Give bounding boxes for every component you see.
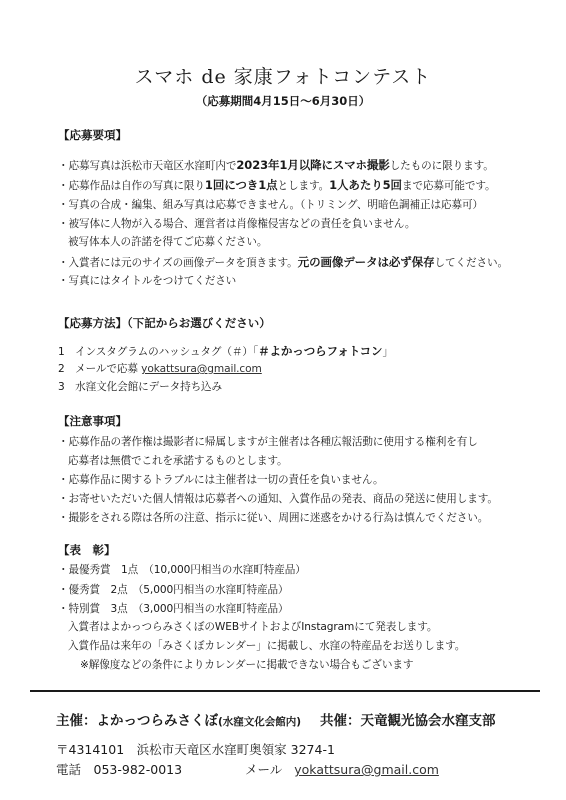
footer-mail: メール yokattsura@gmail.com (245, 762, 439, 777)
requirement-2: ・応募作品は自作の写真に限り1回につき1点とします。1人あたり5回まで応募可能です。 (58, 178, 496, 192)
requirement-3: ・写真の合成・編集、組み写真は応募できません。（トリミング、明暗色調補正は応募可） (58, 199, 483, 211)
footer-divider (30, 690, 540, 692)
method-email-link[interactable]: yokattsura@gmail.com (141, 363, 262, 375)
requirement-4: ・被写体に人物が入る場合、運営者は肖像権侵害などの責任を負いません。 (58, 218, 416, 230)
note-4: ・撮影をされる際は各所の注意、指示に従い、周囲に迷惑をかける行為は慎んでください。 (58, 512, 489, 524)
note-1: ・応募作品の著作権は撮影者に帰属しますが主催者は各種広報活動に使用する権利を有し (58, 436, 478, 448)
notes-heading: 【注意事項】 (58, 414, 127, 428)
requirement-5: ・入賞者には元のサイズの画像データを頂きます。元の画像データは必ず保存してください。 (58, 255, 508, 269)
method-3: 3 水窪文化会館にデータ持ち込み (58, 381, 223, 393)
method-2: 2 メールで応募 yokattsura@gmail.com (58, 363, 262, 375)
award-excellence: ・優秀賞 2点 （5,000円相当の水窪町特産品） (58, 584, 289, 596)
award-special: ・特別賞 3点 （3,000円相当の水窪町特産品） (58, 603, 289, 615)
entry-period: （応募期間4月15日～6月30日） (195, 94, 371, 108)
award-grand: ・最優秀賞 1点 （10,000円相当の水窪町特産品） (58, 564, 306, 576)
requirements-heading: 【応募要項】 (58, 128, 127, 142)
note-3: ・お寄せいただいた個人情報は応募者への通知、入賞作品の発表、商品の発送に使用します。 (58, 493, 498, 505)
footer-cohost: 共催：天竜観光協会水窪支部 (320, 713, 496, 729)
footer-tel: 電話 053-982-0013 (56, 762, 183, 777)
method-1: 1 インスタグラムのハッシュタグ（＃）「＃よかっつらフォトコン」 (58, 344, 393, 358)
footer-host: 主催：よかっつらみさくぼ(水窪文化会館内) (56, 713, 302, 729)
award-announcement: 入賞者はよかっつらみさくぼのWEBサイトおよびInstagramにて発表します。 (68, 621, 438, 633)
footer-address: 〒4314101 浜松市天竜区水窪町奥領家 3274-1 (56, 742, 335, 757)
note-2: ・応募作品に関するトラブルには主催者は一切の責任を負いません。 (58, 474, 384, 486)
requirement-1: ・応募写真は浜松市天竜区水窪町内で2023年1月以降にスマホ撮影したものに限ります。 (58, 158, 494, 172)
methods-heading: 【応募方法】（下記からお選びください） (58, 316, 271, 330)
page-title: スマホ de 家康フォトコンテスト (134, 66, 432, 88)
awards-heading: 【表 彰】 (58, 543, 116, 557)
award-footnote: ※解像度などの条件によりカレンダーに掲載できない場合もございます (80, 659, 414, 671)
award-calendar: 入賞作品は来年の「みさくぼカレンダー」に掲載し、水窪の特産品をお送りします。 (68, 640, 466, 652)
footer-email-link[interactable]: yokattsura@gmail.com (294, 762, 439, 777)
requirement-4b: 被写体本人の許諾を得てご応募ください。 (68, 236, 268, 248)
requirement-6: ・写真にはタイトルをつけてください (58, 275, 237, 287)
note-1b: 応募者は無償でこれを承諾するものとします。 (68, 455, 288, 467)
